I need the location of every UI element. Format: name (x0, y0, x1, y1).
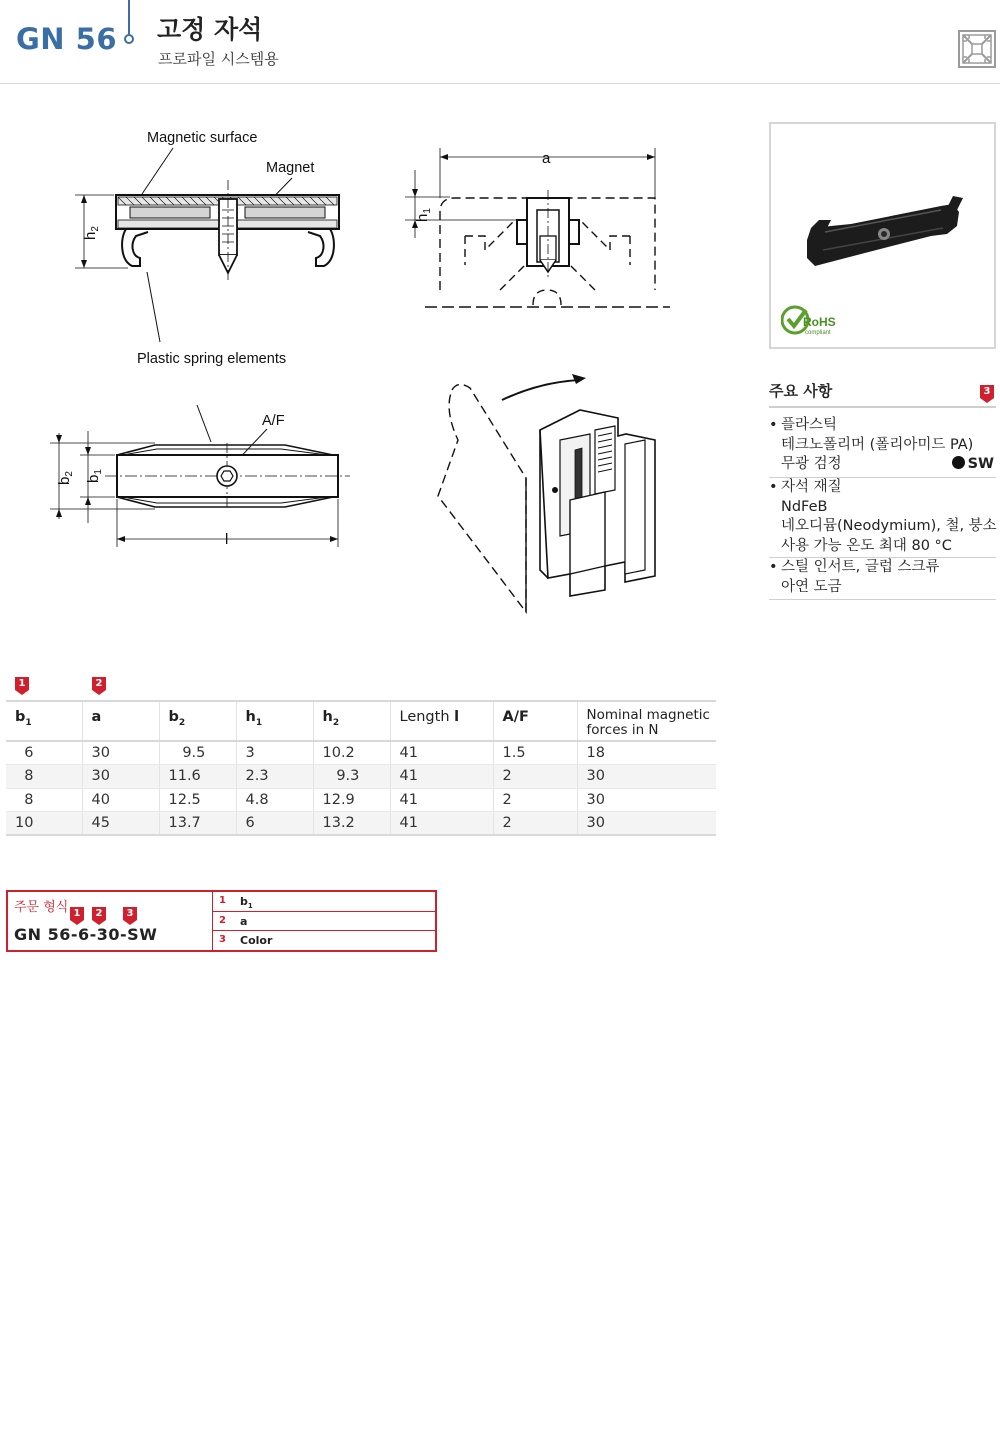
column-header: $h_1$ (236, 701, 313, 741)
table-row (6, 788, 716, 812)
spec-item-insert: • 스틸 인서트, 글럽 스크류 아연 도금 (769, 558, 996, 600)
order-label: 주문 형식 (14, 900, 69, 915)
column-header: Length l (390, 701, 493, 741)
product-photo (769, 122, 996, 349)
order-flag-1: 1 (70, 907, 84, 925)
page-subtitle: 프로파일 시스템용 (158, 50, 279, 68)
header-divider-dot (124, 34, 134, 44)
table-cell: 41 (390, 788, 493, 812)
svg-text:b2: $b_2$ (56, 471, 75, 485)
table-cell: 30 (82, 741, 159, 765)
table-cell: 9.3 (313, 765, 390, 789)
profile-drawing (405, 140, 685, 320)
table-flag-1: 1 (15, 677, 29, 695)
svg-text:compliant: compliant (805, 330, 831, 336)
order-example-box (6, 890, 437, 952)
table-cell: 13.2 (313, 812, 390, 836)
page-header (0, 0, 1000, 84)
specs-flag: 3 (980, 385, 994, 403)
column-header: a (82, 701, 159, 741)
order-flag-2: 2 (92, 907, 106, 925)
spec-line: 사용 가능 온도 최대 80 °C (781, 537, 952, 554)
legend-row: 3 Color (219, 934, 273, 947)
table-cell: 10.2 (313, 741, 390, 765)
table-cell: 40 (82, 788, 159, 812)
column-header: A/F (493, 701, 577, 741)
spec-line: 스틸 인서트, 글럽 스크류 (781, 559, 940, 575)
label-l: l (225, 531, 229, 548)
table-row (6, 741, 716, 765)
table-cell: 6 (236, 812, 313, 836)
table-cell: 30 (577, 765, 716, 789)
table-cell: 2 (493, 765, 577, 789)
spec-line: 무광 검정 (781, 456, 842, 472)
table-cell: 11.6 (159, 765, 236, 789)
column-header: Nominal magnetic forces in N (577, 701, 716, 741)
table-cell: 18 (577, 741, 716, 765)
table-cell: 2 (493, 788, 577, 812)
svg-text:b1: $b_1$ (85, 469, 104, 483)
table-cell: 45 (82, 812, 159, 836)
table-cell: 8 (6, 765, 82, 789)
rohs-badge (781, 302, 845, 338)
specs-divider (769, 406, 996, 408)
table-row (6, 812, 716, 836)
spec-line: 네오디뮴(Neodymium), 철, 붕소 (781, 518, 997, 534)
table-cell: 30 (82, 765, 159, 789)
legend-row: 2 a (213, 912, 436, 932)
table-cell: 30 (577, 788, 716, 812)
table-cell: 8 (6, 788, 82, 812)
table-cell: 13.7 (159, 812, 236, 836)
table-cell: 3 (236, 741, 313, 765)
page-title: 고정 자석 (157, 15, 263, 44)
order-code: GN 56-6-30-SW (14, 925, 158, 944)
table-cell: 12.9 (313, 788, 390, 812)
table-cell: 10 (6, 812, 82, 836)
table-cell: 30 (577, 812, 716, 836)
table-row (6, 765, 716, 789)
table-cell: 6 (6, 741, 82, 765)
label-a: a (542, 150, 551, 167)
label-plastic-spring: Plastic spring elements (137, 351, 287, 367)
legend-row: 1 $b_1$ (213, 892, 436, 912)
dimensions-table (6, 700, 716, 836)
column-header: $b_2$ (159, 701, 236, 741)
table-cell: 2 (493, 812, 577, 836)
spec-line: 아연 도금 (781, 578, 842, 595)
header-divider (128, 0, 130, 34)
table-cell: 4.8 (236, 788, 313, 812)
color-swatch-icon (952, 456, 965, 469)
table-cell: 12.5 (159, 788, 236, 812)
label-af: A/F (262, 413, 285, 429)
specs-title: 주요 사항 (769, 382, 833, 400)
spec-line: 테크노폴리머 (폴리아미드 PA) (781, 436, 974, 453)
order-legend (212, 892, 435, 950)
spec-item-magnet: • 자석 재질 NdFeB 네오디뮴(Neodymium), 철, 붕소 사용 가능 온도 최대 80 °C (769, 478, 996, 558)
spec-line: 자석 재질 (781, 479, 842, 495)
spec-line: NdFeB (781, 498, 828, 515)
table-cell: 41 (390, 812, 493, 836)
profile-system-icon (958, 30, 996, 68)
color-code: SW (952, 455, 994, 475)
svg-text:RoHS: RoHS (803, 315, 836, 329)
top-view-drawing (45, 405, 355, 555)
svg-text:h1: $h_1$ (414, 208, 433, 222)
table-header-row (6, 701, 716, 741)
section-drawing (70, 120, 370, 380)
spec-line: 플라스틱 (781, 417, 838, 433)
spec-item-material: • 플라스틱 테크노폴리머 (폴리아미드 PA) 무광 검정 SW (769, 416, 996, 478)
label-magnetic-surface: Magnetic surface (147, 130, 258, 146)
svg-text:h2: $h_2$ (82, 226, 101, 240)
order-flag-3: 3 (123, 907, 137, 925)
table-cell: 41 (390, 765, 493, 789)
table-cell: 1.5 (493, 741, 577, 765)
table-flag-2: 2 (92, 677, 106, 695)
table-cell: 9.5 (159, 741, 236, 765)
table-cell: 2.3 (236, 765, 313, 789)
column-header: $h_2$ (313, 701, 390, 741)
table-cell: 41 (390, 741, 493, 765)
label-magnet: Magnet (266, 160, 315, 176)
product-code: GN 56 (16, 22, 118, 56)
isometric-drawing (430, 370, 670, 620)
column-header: $b_1$ (6, 701, 82, 741)
